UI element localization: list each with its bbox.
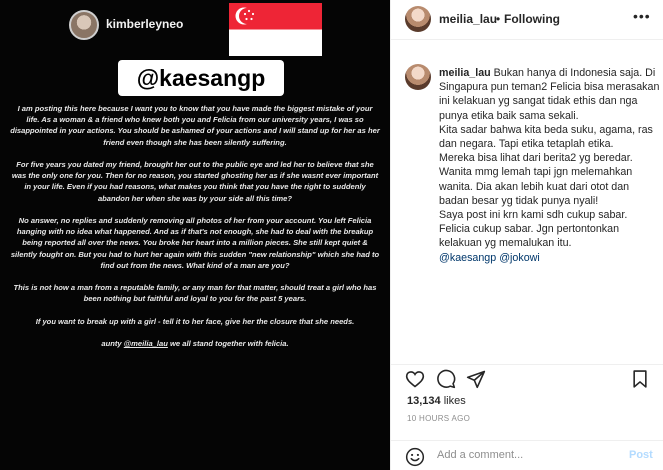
- likes-count[interactable]: [407, 395, 466, 407]
- likes-number: 13,134: [407, 395, 441, 407]
- post-comment-button[interactable]: Post: [629, 449, 653, 461]
- singapore-flag-icon: [229, 3, 322, 56]
- mention-jokowi-link[interactable]: @jokowi: [499, 251, 540, 264]
- caption-body: [439, 66, 661, 265]
- caption-line: Wanita mmg lemah tapi jgn melemahkan wanita. Dia akan lebih kuat dari otot dan badan besar yg tidak punya nyali!: [439, 166, 633, 207]
- story-paragraph: If you want to break up with a girl - tell it to her face, give her the closure that she needs.: [35, 316, 355, 326]
- share-icon[interactable]: [466, 369, 486, 389]
- sign-mention: @meilia_lau: [123, 339, 168, 349]
- sign-prefix: aunty: [101, 339, 124, 349]
- caption-line: Mereka bisa lihat dari berita2 yg beredar.: [439, 152, 633, 165]
- caption-first-line: [439, 66, 661, 123]
- story-paragraph: For five years you dated my friend, brought her out to the public eye and led her to believe that she was the only one for you. Then for no reason, you started ghosting her as if she wasnt ever important in your life. Even if you had reasons, what makes you think that you have the right to suddenly abandon her when she was by your side all this time?: [11, 160, 379, 203]
- post-timestamp[interactable]: 10 HOURS AGO: [407, 414, 471, 423]
- comment-icon[interactable]: [436, 369, 456, 389]
- story-paragraph: No answer, no replies and suddenly removing all photos of her from your account. You left Felicia hanging with no idea what happened. And as if that's not enough, she had to deal with the breakup being reported all over the news. You broke her heart into a million pieces. She still kept quiet & silently fought on. But you had to hurt her again with this sudden "new relationship" which she had to find out from the news. What kind of a man are you?: [10, 216, 380, 270]
- story-mention-sticker: @kaesangp: [118, 60, 284, 96]
- mention-kaesangp-link[interactable]: @kaesangp: [439, 251, 497, 264]
- post-header: [391, 0, 663, 40]
- following-button[interactable]: Following: [504, 12, 560, 26]
- caption-avatar[interactable]: [405, 64, 431, 90]
- author-avatar[interactable]: [405, 6, 431, 32]
- story-message: [10, 103, 380, 349]
- author-username[interactable]: meilia_lau: [439, 12, 498, 26]
- post-side-panel: [390, 0, 663, 470]
- emoji-icon[interactable]: [405, 447, 425, 467]
- heart-icon[interactable]: [405, 369, 425, 389]
- story-sign-off: [10, 338, 380, 349]
- caption-line: Saya post ini krn kami sdh cukup sabar. Felicia cukup sabar. Jgn pertontonkan kelakuan yg memalukan itu.: [439, 209, 628, 250]
- header-separator: •: [496, 12, 501, 26]
- caption-text: Bukan hanya di Indonesia saja. Di Singapura pun teman2 Felicia bisa merasakan ini kelakuan yg sangat tidak ethis dan nga punya etika baik sama sekali.: [439, 67, 660, 122]
- story-avatar: [69, 10, 99, 40]
- bookmark-icon[interactable]: [630, 369, 650, 389]
- more-options-button[interactable]: •••: [633, 8, 651, 24]
- story-paragraph: This is not how a man from a reputable family, or any man for that matter, should treat a girl who has been nothing but faithful and loyal to you for the past 5 years.: [13, 283, 377, 304]
- caption-mentions: [439, 251, 661, 265]
- sign-suffix: we all stand together with felicia.: [167, 339, 289, 349]
- likes-unit: likes: [443, 395, 466, 407]
- comment-bar: [391, 440, 663, 470]
- caption-line: Kita sadar bahwa kita beda suku, agama, ras dan negara. Tapi etika tetaplah etika.: [439, 123, 653, 151]
- caption-username[interactable]: meilia_lau: [439, 67, 491, 79]
- story-username: kimberleyneo: [106, 17, 184, 31]
- story-paragraph: I am posting this here because I want you to know that you have made the biggest mistake of your life. As a woman & a friend who knew both you and Felicia from our university years, I was so disappointed in your actions. You should be ashamed of your actions and I will stand up for her as her friend even though she has been silently suffering.: [10, 104, 380, 147]
- comment-input[interactable]: [437, 449, 617, 461]
- action-bar: [391, 364, 663, 392]
